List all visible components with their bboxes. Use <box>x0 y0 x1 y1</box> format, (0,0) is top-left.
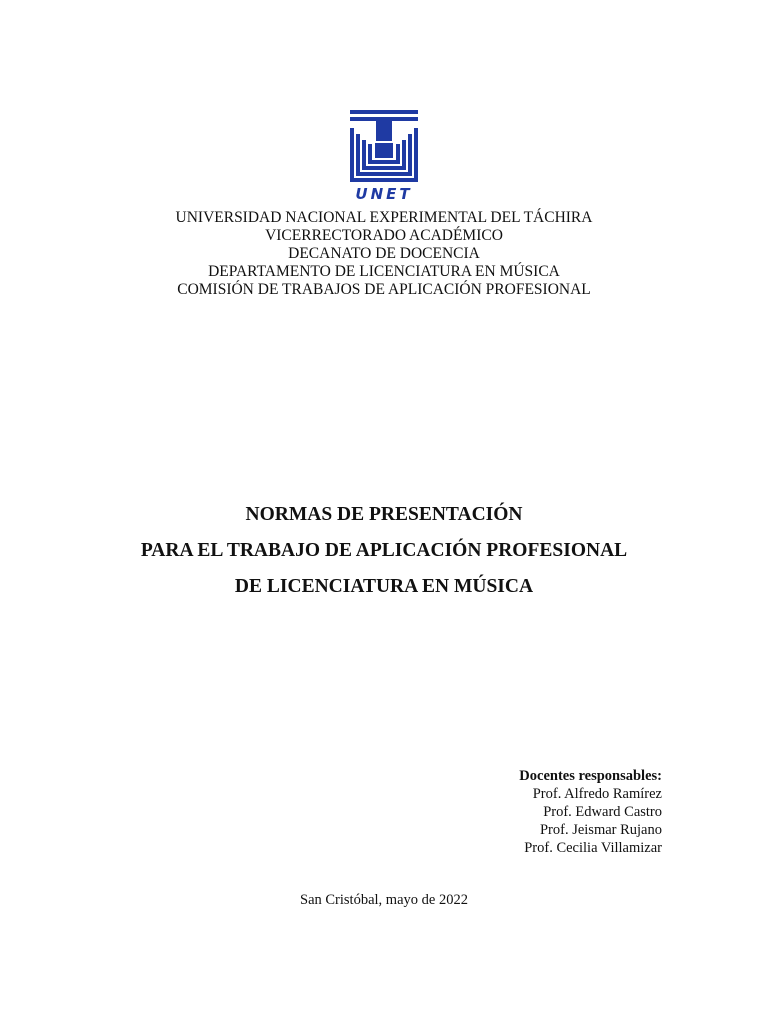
teacher-name: Prof. Jeismar Rujano <box>539 822 662 838</box>
header-line: DECANATO DE DOCENCIA <box>288 245 480 262</box>
title-line: PARA EL TRABAJO DE APLICACIÓN PROFESIONAL <box>140 540 628 561</box>
header-line: COMISIÓN DE TRABAJOS DE APLICACIÓN PROFESIONAL <box>177 281 591 298</box>
teacher-name: Prof. Edward Castro <box>543 804 662 820</box>
unet-logo <box>344 106 424 202</box>
title-line: NORMAS DE PRESENTACIÓN <box>245 504 523 525</box>
teacher-name: Prof. Alfredo Ramírez <box>532 786 662 802</box>
teacher-name: Prof. Cecilia Villamizar <box>524 840 662 856</box>
responsible-teachers <box>519 767 662 857</box>
document-title <box>0 497 768 605</box>
title-line: DE LICENCIATURA EN MÚSICA <box>234 576 534 597</box>
logo-text: UNET <box>355 185 413 202</box>
place-date: San Cristóbal, mayo de 2022 <box>300 892 468 908</box>
teachers-heading: Docentes responsables: <box>519 768 662 784</box>
institution-header <box>0 209 768 299</box>
header-line: DEPARTAMENTO DE LICENCIATURA EN MÚSICA <box>208 263 560 280</box>
header-line: VICERRECTORADO ACADÉMICO <box>265 227 503 244</box>
header-line: UNIVERSIDAD NACIONAL EXPERIMENTAL DEL TÁCHIRA <box>175 209 593 226</box>
